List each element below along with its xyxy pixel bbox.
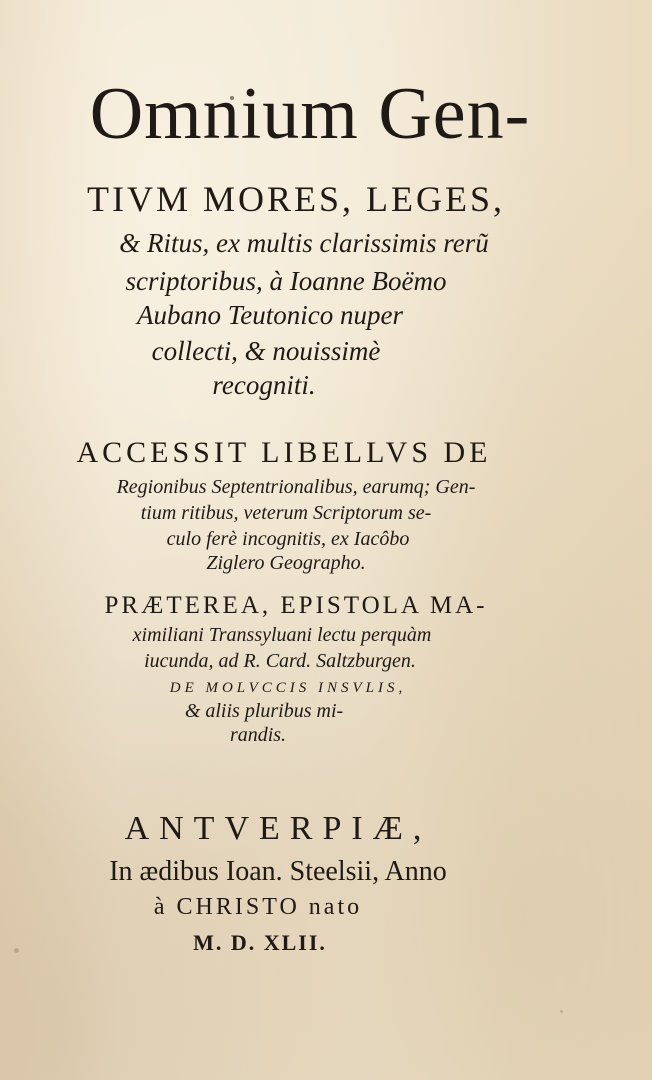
title-line-2: TIVM MORES, LEGES, — [86, 179, 505, 219]
praeterea-line-3: iucunda, ad R. Card. Saltzburgen. — [144, 650, 416, 672]
title-line-4: scriptoribus, à Ioanne Boëmo — [125, 266, 447, 296]
praeterea-line-2: ximiliani Transsyluani lectu perquàm — [132, 624, 432, 646]
accessit-line-1: ACCESSIT LIBELLVS DE — [76, 436, 492, 469]
praeterea-line-6: randis. — [229, 724, 287, 746]
foxing-spot — [560, 1010, 563, 1013]
imprint-era: à CHRISTO nato — [153, 894, 363, 920]
accessit-line-2: Regionibus Septentrionalibus, earumq; Gen- — [116, 476, 476, 498]
imprint-printer: In ædibus Ioan. Steelsii, Anno — [109, 856, 447, 887]
title-line-5: Aubano Teutonico nuper — [137, 300, 403, 330]
accessit-line-5: Ziglero Geographo. — [206, 552, 366, 574]
title-line-1: Omnium Gen- — [89, 73, 531, 155]
praeterea-line-4: DE MOLVCCIS INSVLIS, — [169, 680, 407, 696]
praeterea-line-1: PRÆTEREA, EPISTOLA MA- — [104, 592, 488, 619]
imprint-city: ANTVERPIÆ, — [124, 810, 432, 847]
title-line-6: collecti, & nouissimè — [151, 336, 381, 366]
praeterea-line-5: & aliis pluribus mi- — [184, 700, 344, 722]
accessit-line-4: culo ferè incognitis, ex Iacôbo — [166, 528, 410, 550]
title-line-3: & Ritus, ex multis clarissimis rerũ — [119, 228, 489, 258]
imprint-year: M. D. XLII. — [193, 930, 327, 955]
title-line-7: recogniti. — [212, 370, 316, 400]
accessit-line-3: tium ritibus, veterum Scriptorum se- — [140, 502, 432, 524]
